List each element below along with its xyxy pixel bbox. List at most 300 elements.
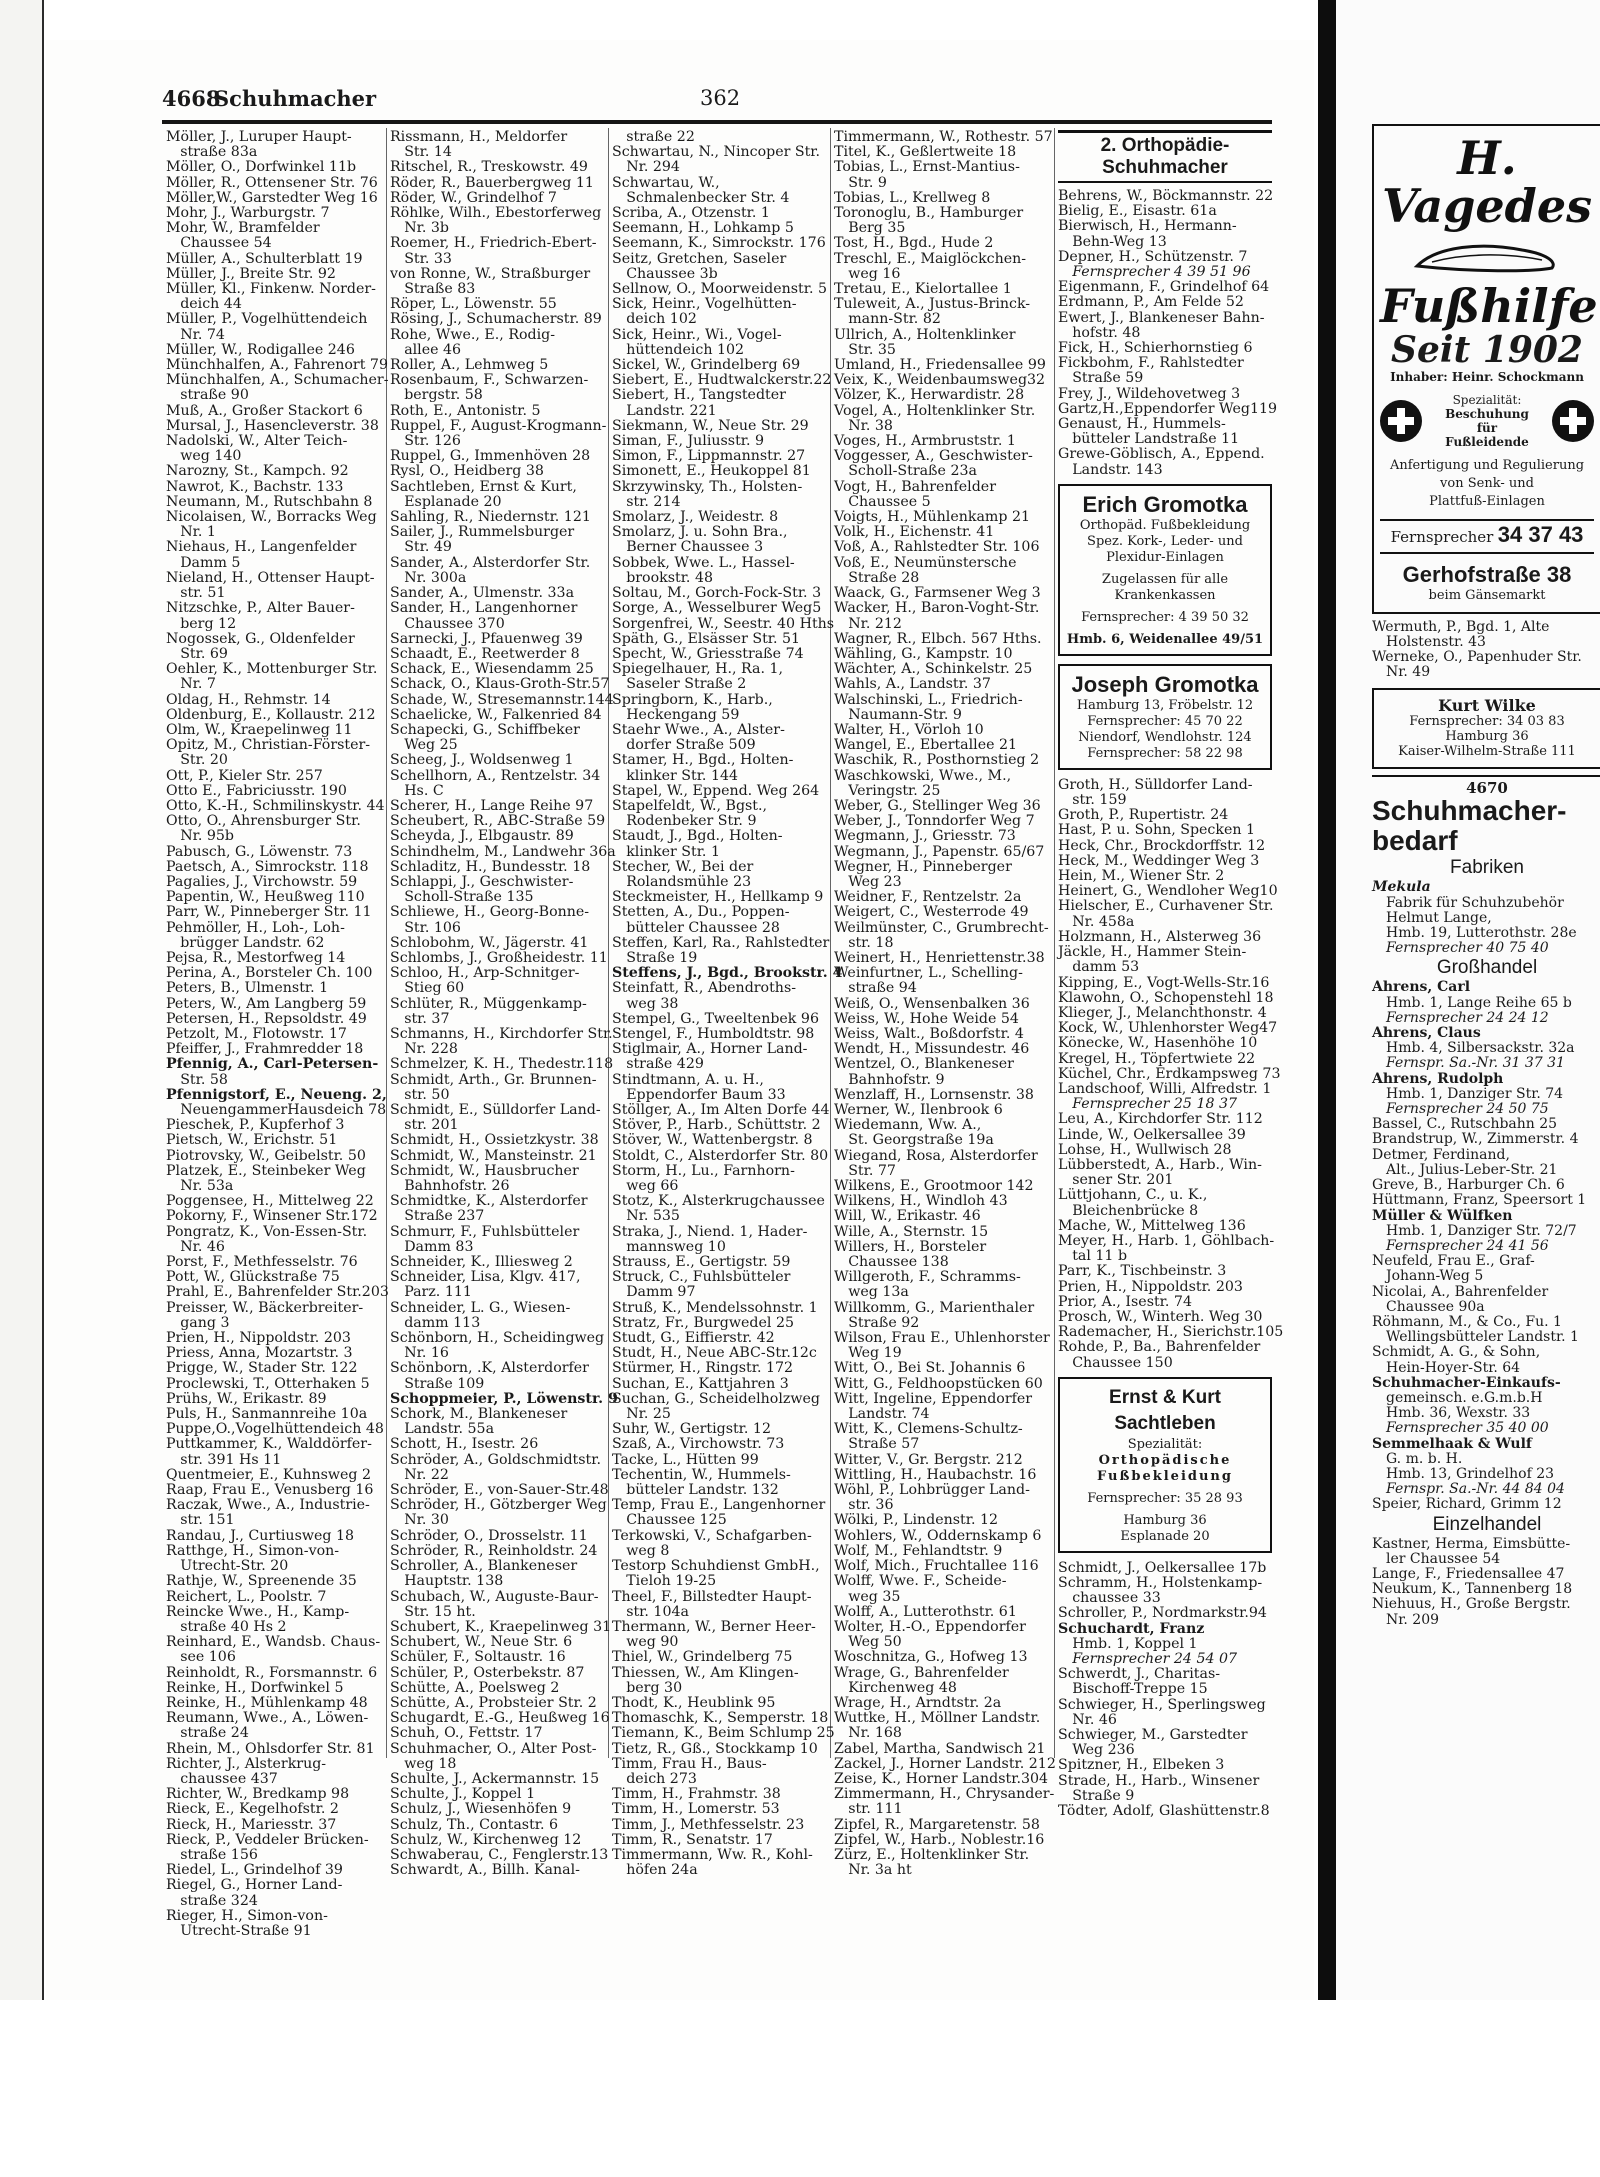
- list-item: Stotz, K., Alsterkrugchaussee: [612, 1193, 825, 1210]
- list-item: Schubert, W., Neue Str. 6: [390, 1634, 573, 1651]
- list-item: Reincke Wwe., H., Kamp-: [166, 1603, 350, 1620]
- entry-list: [1372, 620, 1600, 681]
- list-item: Ott, P., Kieler Str. 257: [166, 767, 323, 784]
- list-item: Holzmann, H., Alsterweg 36: [1058, 928, 1262, 945]
- list-item: Schade, W., Stresemannstr.144: [390, 691, 614, 708]
- list-item: Struß, K., Mendelssohnstr. 1: [612, 1299, 818, 1316]
- list-item: Rodenbeker Str. 9: [612, 813, 757, 830]
- list-item: Rieck, H., Mariesstr. 37: [166, 1816, 337, 1833]
- list-item: Sick, Heinr., Vogelhütten-: [612, 296, 797, 313]
- list-item: straße 324: [166, 1892, 258, 1909]
- list-item: Nr. 46: [166, 1238, 225, 1255]
- list-item: damm 113: [390, 1314, 481, 1331]
- list-item: Sobbek, Wwe. L., Hassel-: [612, 554, 795, 571]
- list-item: Scheyda, J., Elbgaustr. 89: [390, 828, 574, 845]
- list-item: Stiglmair, A., Horner Land-: [612, 1041, 808, 1058]
- list-item: Schork, M., Blankeneser: [390, 1406, 568, 1423]
- list-item: Nr. 53a: [166, 1178, 234, 1195]
- list-item: Narozny, St., Kampch. 92: [166, 463, 349, 480]
- list-item: Schönborn, H., Scheidingweg: [390, 1330, 605, 1347]
- ad-line: Zugelassen für alle: [1101, 571, 1229, 587]
- foot-icon: [1412, 236, 1562, 276]
- list-item: Zackel, J., Horner Landstr. 212: [834, 1755, 1056, 1772]
- list-item: Techentin, W., Hummels-: [612, 1466, 791, 1483]
- list-item: Hmb. 1, Danziger Str. 74: [1372, 1085, 1564, 1102]
- list-item: Nr. 212: [834, 615, 902, 632]
- list-item: str. 50: [390, 1086, 450, 1103]
- list-item: Riegel, G., Horner Land-: [166, 1877, 343, 1894]
- page-gutter: [1318, 0, 1336, 2000]
- list-item: Ahrens, Claus: [1372, 1025, 1481, 1042]
- list-item: Tobias, L., Krellweg 8: [834, 189, 991, 206]
- spec-line: für: [1476, 421, 1498, 436]
- list-item: Fernsprecher 24 50 75: [1372, 1101, 1549, 1118]
- list-item: Stöver, W., Wattenbergstr. 8: [612, 1132, 813, 1149]
- list-item: str. 51: [166, 585, 226, 602]
- list-item: Stoldt, C., Alsterdorfer Str. 80: [612, 1147, 829, 1164]
- list-item: Schröder, A., Goldschmidtstr.: [390, 1451, 601, 1468]
- list-item: Schmelzer, K. H., Thedestr.118: [390, 1056, 614, 1073]
- list-item: Seemann, K., Simrockstr. 176: [612, 235, 826, 252]
- list-item: bergstr. 58: [390, 387, 483, 404]
- ad-brand: H. Vagedes: [1381, 131, 1593, 233]
- list-item: Str. 9: [834, 174, 887, 191]
- list-item: Tödter, Adolf, Glashüttenstr.8: [1058, 1803, 1270, 1820]
- list-item: Prior, A., Isestr. 74: [1058, 1293, 1192, 1310]
- list-item: Straße 109: [390, 1375, 485, 1392]
- list-item: Fernsprecher 25 18 37: [1058, 1096, 1238, 1113]
- list-item: Nieland, H., Ottenser Haupt-: [166, 569, 375, 586]
- list-item: Heckengang 59: [612, 706, 740, 723]
- list-item: Schoppmeier, P., Löwenstr. 9: [390, 1390, 618, 1407]
- list-item: damm 53: [1058, 959, 1140, 976]
- list-item: höfen 24a: [612, 1862, 698, 1879]
- list-item: Hmb. 19, Lutterothstr. 28e: [1372, 925, 1577, 942]
- list-item: Schmalenbecker Str. 4: [612, 189, 790, 206]
- spec-line: Spezialität:: [1452, 393, 1522, 408]
- list-item: Puttkammer, K., Walddörfer-: [166, 1436, 372, 1453]
- list-item: Terkowski, V., Schafgarben-: [612, 1527, 812, 1544]
- list-item: Schubert, K., Kraepelinweg 31: [390, 1618, 612, 1635]
- list-item: Seemann, H., Lohkamp 5: [612, 220, 794, 237]
- list-item: Fernsprecher 35 40 00: [1372, 1420, 1549, 1437]
- list-item: bütteler Chaussee 28: [612, 919, 780, 936]
- list-item: Struck, C., Fuhlsbütteler: [612, 1269, 791, 1286]
- list-item: Scheeg, J., Woldsenweg 1: [390, 752, 574, 769]
- list-item: Ruppel, G., Immenhöven 28: [390, 448, 591, 465]
- list-item: Rieck, E., Kegelhofstr. 2: [166, 1801, 339, 1818]
- list-item: Werner, W., Ilenbrook 6: [834, 1102, 1003, 1118]
- list-item: Müller, J., Breite Str. 92: [166, 265, 336, 282]
- ad-line: Spezialität:: [1127, 1436, 1203, 1452]
- list-item: Röder, R., Bauerbergweg 11: [390, 174, 594, 191]
- list-item: Nr. 294: [612, 159, 680, 176]
- list-item: Wolff, Wwe. F., Scheide-: [834, 1573, 1007, 1590]
- list-item: Stempel, G., Tweeltenbek 96: [612, 1010, 819, 1027]
- list-item: Fernsprecher 24 41 56: [1372, 1237, 1549, 1254]
- section-title: Schuhmacher- bedarf: [1372, 795, 1567, 857]
- list-item: Schlobohm, W., Jägerstr. 41: [390, 934, 589, 951]
- list-item: Pieschek, P., Kupferhof 3: [166, 1117, 345, 1134]
- list-item: Zürz, E., Holtenklinker Str.: [834, 1846, 1030, 1863]
- list-item: berg 12: [166, 615, 237, 632]
- list-item: Strauss, E., Gertigstr. 59: [612, 1254, 791, 1271]
- list-item: Jäckle, H., Hammer Stein-: [1058, 944, 1247, 961]
- list-item: Wegmann, J., Papenstr. 65/67: [834, 843, 1045, 860]
- ad-line: Fernsprecher: 58 22 98: [1087, 745, 1243, 761]
- list-item: Raap, Frau E., Venusberg 16: [166, 1482, 374, 1499]
- list-item: deich 273: [612, 1770, 697, 1787]
- list-item: Voggesser, A., Geschwister-: [834, 448, 1033, 465]
- list-item: Willers, H., Borsteler: [834, 1238, 987, 1255]
- list-item: Steffen, Karl, Ra., Rahlstedter: [612, 934, 830, 951]
- list-item: Preisser, W., Bäckerbreiter-: [166, 1299, 364, 1316]
- list-item: deich 44: [166, 296, 242, 313]
- list-item: Nr. 95b: [166, 828, 234, 845]
- entry-list: [1372, 980, 1600, 1512]
- ad-joseph-gromotka: [1058, 664, 1272, 770]
- list-item: Tietz, R., Gß., Stockkamp 10: [612, 1740, 818, 1757]
- list-item: Papentin, W., Heußweg 110: [166, 889, 365, 906]
- list-item: Niehaus, H., Langenfelder: [166, 539, 357, 556]
- header-rule: [162, 120, 1272, 124]
- list-item: Neufeld, Frau E., Graf-: [1372, 1253, 1535, 1270]
- list-item: Scherer, H., Lange Reihe 97: [390, 797, 594, 814]
- list-item: Tacke, L., Hütten 99: [612, 1451, 759, 1468]
- list-item: Kregel, H., Töpfertwiete 22: [1058, 1050, 1256, 1067]
- list-item: Röder, W., Grindelhof 7: [390, 189, 557, 206]
- list-item: Peters, W., Am Langberg 59: [166, 995, 367, 1012]
- list-item: Fernspr. Sa.-Nr. 44 84 04: [1372, 1481, 1565, 1498]
- directory-column-1: [166, 130, 398, 1939]
- subsection-einzelhandel: Einzelhandel: [1432, 1513, 1542, 1535]
- list-item: Siman, F., Juliusstr. 9: [612, 433, 765, 450]
- list-item: Chaussee 150: [1058, 1354, 1173, 1371]
- list-item: Bleichenbrücke 8: [1058, 1202, 1199, 1219]
- list-item: Nr. 458a: [1058, 913, 1135, 930]
- list-item: Wilkens, H., Windloh 43: [834, 1193, 1008, 1210]
- specialty-text: [1445, 393, 1529, 449]
- list-item: Prien, H., Nippoldstr. 203: [166, 1330, 351, 1347]
- list-item: Thermann, W., Berner Heer-: [612, 1618, 816, 1635]
- list-item: Greve, B., Harburger Ch. 6: [1372, 1177, 1565, 1194]
- list-item: Chaussee 125: [612, 1512, 727, 1529]
- list-item: gang 3: [166, 1314, 230, 1331]
- list-item: straße 40 Hs 2: [166, 1618, 287, 1635]
- list-item: Erdmann, P., Am Felde 52: [1058, 294, 1244, 311]
- list-item: Straka, J., Niend. 1, Hader-: [612, 1223, 808, 1240]
- list-item: Fernsprecher 4 39 51 96: [1058, 264, 1251, 281]
- list-item: Wolf, Mich., Fruchtallee 116: [834, 1558, 1039, 1575]
- list-item: str. 37: [390, 1010, 450, 1027]
- ad-line: Plexidur-Einlagen: [1106, 549, 1224, 565]
- list-item: Walter, H., Vörloh 10: [834, 721, 984, 738]
- list-item: Timmermann, Ww. R., Kohl-: [612, 1846, 813, 1863]
- list-item: Sorgenfrei, W., Seestr. 40 Hths: [612, 615, 835, 632]
- list-item: Landstr. 74: [834, 1406, 930, 1423]
- list-item: Genaust, H., Hummels-: [1058, 416, 1226, 433]
- list-item: Hast, P. u. Sohn, Specken 1: [1058, 822, 1256, 839]
- ad-phone: Fernsprecher: 4 39 50 32: [1081, 609, 1249, 625]
- list-item: Schneider, L. G., Wiesen-: [390, 1299, 571, 1316]
- list-item: St. Georgstraße 19a: [834, 1132, 994, 1149]
- list-item: Landstr. 55a: [390, 1421, 495, 1438]
- list-item: Neukum, K., Tannenberg 18: [1372, 1581, 1573, 1598]
- list-item: Rohde, P., Ba., Bahrenfelder: [1058, 1339, 1261, 1356]
- list-item: Kirchenweg 48: [834, 1679, 957, 1696]
- list-item: Schwieger, H., Sperlingsweg: [1058, 1696, 1266, 1713]
- list-item: Nr. 46: [1058, 1711, 1117, 1728]
- list-item: Pfennig, A., Carl-Petersen-: [166, 1056, 379, 1073]
- list-item: gemeinsch. e.G.m.b.H: [1372, 1389, 1543, 1406]
- list-item: Wiegand, Rosa, Alsterdorfer: [834, 1147, 1038, 1164]
- list-item: Reinhard, E., Wandsb. Chaus-: [166, 1634, 381, 1651]
- list-item: Speier, Richard, Grimm 12: [1372, 1496, 1562, 1513]
- list-item: Müller & Wülfken: [1372, 1207, 1513, 1224]
- list-item: Wähling, G., Kampstr. 10: [834, 645, 1013, 662]
- list-item: Stürmer, H., Ringstr. 172: [612, 1360, 794, 1377]
- list-item: Willgeroth, F., Schramms-: [834, 1269, 1021, 1286]
- list-item: Staudt, J., Bgd., Holten-: [612, 828, 783, 845]
- list-item: Pabusch, G., Löwenstr. 73: [166, 843, 353, 860]
- ad-line: Orthopädische: [1098, 1452, 1232, 1468]
- list-item: Weg 25: [390, 737, 458, 754]
- phone-number: 34 37 43: [1497, 522, 1584, 548]
- list-item: Timm, H., Frahmstr. 38: [612, 1786, 781, 1803]
- list-item: mannsweg 10: [612, 1238, 726, 1255]
- list-item: NeuengammerHausdeich 78: [166, 1102, 387, 1118]
- list-item: Woschnitza, G., Hofweg 13: [834, 1649, 1028, 1666]
- list-item: Eppendorfer Baum 33: [612, 1086, 786, 1103]
- list-item: Witt, O., Bei St. Johannis 6: [834, 1360, 1026, 1377]
- list-item: Zabel, Martha, Sandwisch 21: [834, 1740, 1046, 1757]
- list-item: Schmidt, A. G., & Sohn,: [1372, 1344, 1541, 1361]
- list-item: Wagner, R., Elbch. 567 Hths.: [834, 630, 1042, 647]
- list-item: Tiemann, K., Beim Schlump 25: [612, 1725, 835, 1742]
- list-item: Naumann-Str. 9: [834, 706, 962, 723]
- list-item: Mohr, J., Warburgstr. 7: [166, 205, 330, 222]
- list-item: Pfeiffer, J., Frahmredder 18: [166, 1041, 364, 1058]
- list-item: straße 156: [166, 1846, 258, 1863]
- directory-column-3: [612, 130, 844, 1878]
- list-item: Pehmöller, H., Loh-, Loh-: [166, 919, 345, 936]
- list-item: Schmurr, F., Fuhlsbütteler: [390, 1223, 580, 1240]
- list-item: Lange, F., Friedensallee 47: [1372, 1565, 1565, 1582]
- list-item: Timmermann, W., Rothestr. 57: [834, 129, 1053, 145]
- list-item: Nr. 535: [612, 1208, 680, 1225]
- list-item: Brandstrup, W., Zimmerstr. 4: [1372, 1131, 1579, 1148]
- list-item: Witter, V., Gr. Bergstr. 212: [834, 1451, 1023, 1468]
- list-item: Witt, G., Feldhoopstücken 60: [834, 1375, 1043, 1392]
- list-item: Schroller, A., Blankeneser: [390, 1558, 578, 1575]
- list-item: straße 22: [612, 129, 695, 145]
- list-item: sener Str. 201: [1058, 1172, 1174, 1189]
- list-item: str. 18: [834, 934, 894, 951]
- list-item: Straße 59: [1058, 370, 1144, 387]
- list-item: Chaussee 370: [390, 615, 505, 632]
- list-item: Schott, H., Isestr. 26: [390, 1436, 539, 1453]
- list-item: Neumann, M., Rutschbahn 8: [166, 493, 373, 510]
- list-item: Wentzel, O., Blankeneser: [834, 1056, 1014, 1073]
- list-item: Temp, Frau E., Langenhorner: [612, 1497, 826, 1514]
- list-item: Saseler Straße 2: [612, 676, 747, 693]
- list-item: Veringstr. 25: [834, 782, 941, 799]
- list-item: Str. 35: [834, 341, 896, 358]
- ad-erich-gromotka: [1058, 484, 1272, 656]
- ad-title: Ernst & Kurt Sachtleben: [1109, 1386, 1221, 1434]
- list-item: Will, W., Erikastr. 46: [834, 1208, 981, 1225]
- list-item: Pfennigstorf, E., Neueng. 2,: [166, 1086, 387, 1103]
- list-item: Stamer, H., Bgd., Holten-: [612, 752, 794, 769]
- list-item: Schuchardt, Franz: [1058, 1620, 1205, 1637]
- list-item: Waschkowski, Wwe., M.,: [834, 767, 1012, 784]
- list-item: Str. 58: [166, 1071, 228, 1088]
- list-item: Pokorny, F., Winsener Str.172: [166, 1208, 378, 1225]
- list-item: Straße 83: [390, 281, 476, 298]
- section-heading-orthopaedie: 2. Orthopädie- Schuhmacher: [1058, 130, 1272, 183]
- list-item: Wegner, H., Pinneberger: [834, 858, 1012, 875]
- list-item: Specht, W., Griesstraße 74: [612, 645, 804, 662]
- list-item: Stetten, A., Du., Poppen-: [612, 904, 790, 921]
- list-item: Rademacher, H., Sierichstr.105: [1058, 1324, 1284, 1341]
- list-item: Meyer, H., Harb. 1, Göhlbach-: [1058, 1232, 1275, 1249]
- list-item: Klawohn, O., Schopenstehl 18: [1058, 989, 1274, 1006]
- list-item: Nr. 3a ht: [834, 1862, 912, 1879]
- ad-sachtleben: [1058, 1377, 1272, 1553]
- list-item: weg 18: [390, 1755, 457, 1772]
- list-item: Titel, K., Geßlertweite 18: [834, 144, 1017, 161]
- list-item: Rolandsmühle 23: [612, 873, 752, 890]
- list-item: Niehuus, H., Große Bergstr.: [1372, 1596, 1571, 1613]
- list-item: Küchel, Chr., Erdkampsweg 73: [1058, 1065, 1281, 1082]
- list-item: Schütte, A., Probsteier Str. 2: [390, 1694, 597, 1711]
- list-item: Richter, J., Alsterkrug-: [166, 1755, 327, 1772]
- list-item: straße 94: [834, 980, 917, 997]
- list-item: Storm, H., Lu., Farnhorn-: [612, 1162, 795, 1179]
- list-item: Schwartau, N., Nincoper Str.: [612, 144, 821, 161]
- section-code: 4668: [162, 86, 221, 111]
- list-item: Weg 50: [834, 1634, 902, 1651]
- list-item: Leu, A., Kirchdorfer Str. 112: [1058, 1111, 1263, 1128]
- list-item: Staehr Wwe., A., Alster-: [612, 721, 785, 738]
- list-item: Waschik, R., Posthornstieg 2: [834, 752, 1040, 769]
- list-item: Schmidt, Arth., Gr. Brunnen-: [390, 1071, 597, 1088]
- list-item: Landstr. 221: [612, 402, 717, 419]
- ad-address: Gerhofstraße 38: [1402, 562, 1572, 588]
- list-item: Scriba, A., Otzenstr. 1: [612, 205, 770, 222]
- list-item: Straße 19: [612, 949, 698, 966]
- entry-list: [1372, 1537, 1600, 1628]
- list-item: Schaelicke, W., Falkenried 84: [390, 706, 602, 723]
- page-header: [162, 86, 1272, 112]
- ad-kurt-wilke: [1372, 688, 1600, 769]
- ad-since: Seit 1902: [1391, 329, 1583, 371]
- list-item: Pejsa, R., Mestorfweg 14: [166, 949, 346, 966]
- list-item: Schuhmacher, O., Alter Post-: [390, 1740, 597, 1757]
- list-item: Helmut Lange,: [1372, 909, 1492, 926]
- list-item: Groth, P., Rupertistr. 24: [1058, 807, 1229, 824]
- list-item: Nawrot, K., Bachstr. 133: [166, 478, 344, 495]
- list-item: Rissmann, H., Meldorfer: [390, 129, 568, 145]
- list-item: Müller, A., Schulterblatt 19: [166, 250, 363, 267]
- list-item: Chaussee 138: [834, 1254, 949, 1271]
- list-item: Schulz, W., Kirchenweg 12: [390, 1831, 582, 1848]
- list-item: Thiel, W., Grindelberg 75: [612, 1649, 793, 1666]
- list-item: Hmb. 4, Silbersackstr. 32a: [1372, 1040, 1575, 1057]
- list-item: Puls, H., Sanmannreihe 10a: [166, 1406, 368, 1423]
- list-item: deich 102: [612, 311, 697, 328]
- list-item: Stöllger, A., Im Alten Dorfe 44: [612, 1102, 830, 1118]
- list-item: Röper, L., Löwenstr. 55: [390, 296, 557, 313]
- list-item: Könecke, W., Hasenhöhe 10: [1058, 1035, 1258, 1052]
- list-item: Otto, O., Ahrensburger Str.: [166, 813, 361, 830]
- list-item: Frey, J., Wildehovetweg 3: [1058, 385, 1241, 402]
- list-item: Voges, H., Armbruststr. 1: [834, 433, 1016, 450]
- list-item: Olm, W., Kraepelinweg 11: [166, 721, 353, 738]
- list-item: Perina, A., Borsteler Ch. 100: [166, 965, 373, 982]
- list-item: Semmelhaak & Wulf: [1372, 1435, 1532, 1452]
- list-item: Opitz, M., Christian-Förster-: [166, 737, 371, 754]
- list-item: Straße 28: [834, 569, 920, 586]
- list-item: straße 83a: [166, 144, 258, 161]
- list-item: chaussee 33: [1058, 1590, 1161, 1607]
- list-item: Stindtmann, A. u. H.,: [612, 1071, 764, 1088]
- list-item: Kock, W., Uhlenhorster Weg47: [1058, 1020, 1278, 1037]
- list-item: Timm, Frau H., Baus-: [612, 1755, 767, 1772]
- list-item: Wille, A., Sternstr. 15: [834, 1223, 989, 1240]
- list-item: Wolf, M., Fehlandtstr. 9: [834, 1542, 1003, 1559]
- list-item: Hmb. 1, Koppel 1: [1058, 1635, 1198, 1652]
- list-item: Bischoff-Treppe 15: [1058, 1681, 1208, 1698]
- list-item: Puppe,O.,Vogelhüttendeich 48: [166, 1421, 384, 1438]
- list-item: Proclewski, T., Otterhaken 5: [166, 1375, 370, 1392]
- list-item: Strade, H., Harb., Winsener: [1058, 1772, 1260, 1789]
- list-item: Wiedemann, Ww. A.,: [834, 1117, 982, 1134]
- list-item: Pongratz, K., Von-Essen-Str.: [166, 1223, 368, 1240]
- list-item: Weilmünster, C., Grumbrecht-: [834, 919, 1049, 936]
- list-item: Weiss, Walt., Boßdorfstr. 4: [834, 1025, 1024, 1042]
- list-item: Utrecht-Str. 20: [166, 1558, 289, 1575]
- list-item: Witt, Ingeline, Eppendorfer: [834, 1390, 1033, 1407]
- list-item: tal 11 b: [1058, 1248, 1128, 1265]
- list-item: Weiß, O., Wensenbalken 36: [834, 995, 1030, 1012]
- list-item: hüttendeich 102: [612, 341, 745, 358]
- list-item: Ullrich, A., Holtenklinker: [834, 326, 1016, 343]
- list-item: Otto, K.-H., Schmilinskystr. 44: [166, 797, 385, 814]
- list-item: Münchhalfen, A., Schumacher-: [166, 372, 389, 389]
- list-item: Schwaberau, C., Fenglerstr.13: [390, 1846, 609, 1863]
- list-item: Wolff, A., Lutterothstr. 61: [834, 1603, 1017, 1620]
- list-item: Schmidtke, K., Alsterdorfer: [390, 1193, 588, 1210]
- list-item: Schmidt, E., Sülldorfer Land-: [390, 1102, 601, 1118]
- list-item: str. 159: [1058, 792, 1127, 809]
- list-item: Studt, G., Eiffierstr. 42: [612, 1330, 775, 1347]
- list-item: Parr, K., Tischbeinstr. 3: [1058, 1263, 1227, 1280]
- list-item: Hmb. 1, Danziger Str. 72/7: [1372, 1222, 1577, 1239]
- list-item: Str. 15 ht.: [390, 1603, 476, 1620]
- list-item: Seitz, Gretchen, Saseler: [612, 250, 787, 267]
- list-item: Bielig, E., Eisastr. 61a: [1058, 203, 1217, 220]
- list-item: Müller, P., Vogelhüttendeich: [166, 311, 368, 328]
- list-item: Kipping, E., Vogt-Wells-Str.16: [1058, 974, 1270, 991]
- ad-tagline: Fußhilfe: [1380, 279, 1598, 333]
- list-item: Rosenbaum, F., Schwarzen-: [390, 372, 589, 389]
- page-number: 362: [700, 86, 741, 110]
- entry-list: [1372, 880, 1600, 956]
- list-item: Sander, A., Ulmenstr. 33a: [390, 585, 575, 602]
- list-item: Wilkens, E., Grootmoor 142: [834, 1178, 1034, 1195]
- list-item: Schulz, Th., Contastr. 6: [390, 1816, 559, 1833]
